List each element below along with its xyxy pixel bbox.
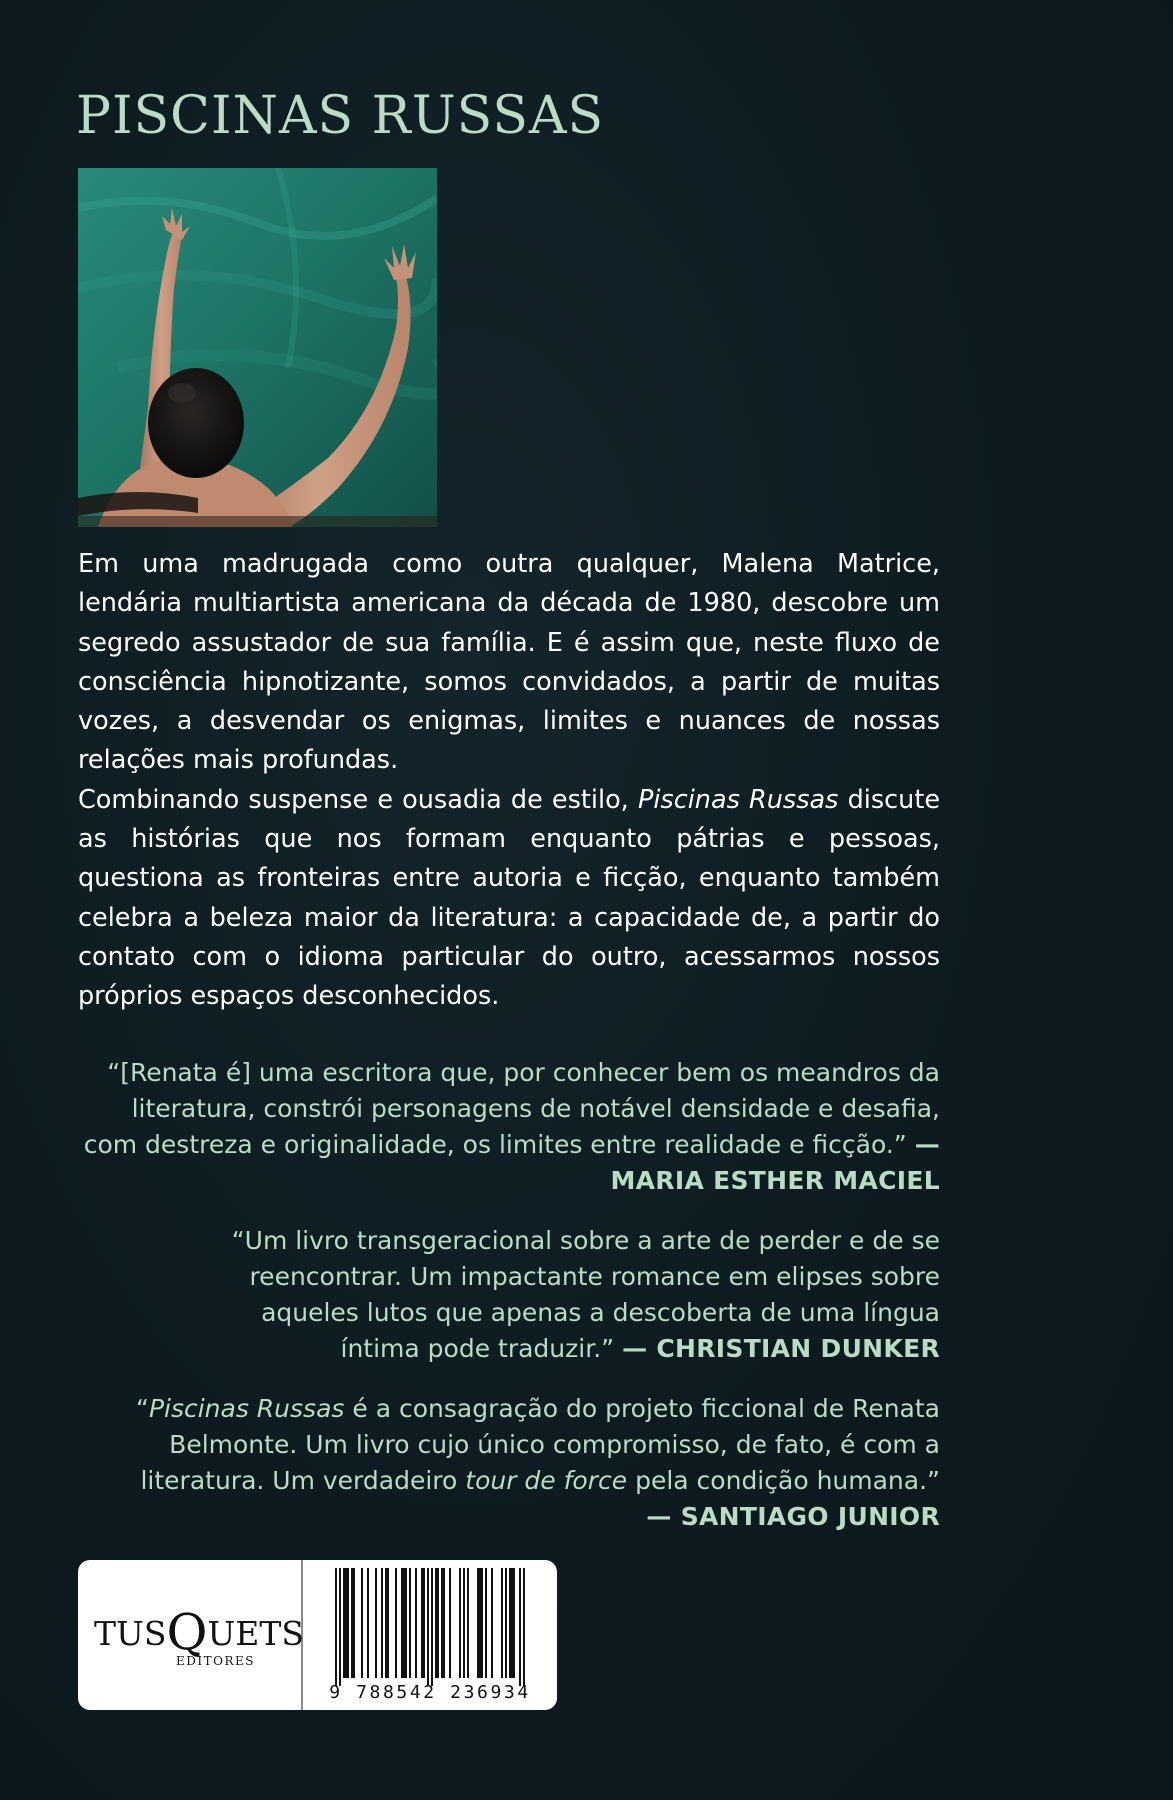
- barcode-bar: [511, 1568, 513, 1678]
- barcode-bar: [485, 1568, 487, 1678]
- barcode-bar: [381, 1568, 383, 1678]
- blurb-text: “Um livro transgeracional sobre a arte de perder e de se reencontrar. Um impactante romance em elipses sobre aqueles lutos que apenas a descoberta de uma língua íntima pode traduzir.”: [231, 1226, 940, 1363]
- publisher-logo: [78, 1560, 303, 1710]
- logo-part2: UETS: [207, 1614, 304, 1653]
- barcode-bar: [477, 1568, 479, 1678]
- barcode-bar: [481, 1568, 483, 1678]
- barcode-bar: [459, 1568, 461, 1678]
- barcode-bar: [421, 1568, 423, 1678]
- logo-part1: TUS: [94, 1614, 167, 1653]
- barcode-digits: 9 788542 236934: [329, 1682, 531, 1703]
- barcode-bar: [335, 1568, 337, 1686]
- barcode-bar: [339, 1568, 341, 1686]
- barcode-bar: [401, 1568, 403, 1678]
- barcode-bar: [415, 1568, 417, 1678]
- blurb-christian-dunker: [78, 1223, 940, 1367]
- barcode-bar: [505, 1568, 507, 1678]
- blurb-author: — MARIA ESTHER MACIEL: [610, 1130, 940, 1195]
- cover-photo: [78, 168, 437, 527]
- barcode-bar: [463, 1568, 465, 1678]
- barcode-panel: [78, 1560, 557, 1710]
- blurb-maria-esther-maciel: [78, 1055, 940, 1199]
- blurb-santiago-junior: [78, 1391, 940, 1535]
- barcode-bar: [351, 1568, 353, 1678]
- barcode-bar: [431, 1568, 433, 1686]
- blurbs: [78, 1055, 940, 1559]
- barcode-bar: [449, 1568, 451, 1678]
- blurb-open-mark: “: [135, 1394, 149, 1423]
- synopsis-p2-book-title: Piscinas Russas: [637, 784, 839, 815]
- barcode-bar: [387, 1568, 389, 1678]
- barcode-bar: [437, 1568, 439, 1678]
- barcode-bar: [395, 1568, 397, 1678]
- barcode-bar: [345, 1568, 347, 1678]
- barcode-bar: [491, 1568, 493, 1678]
- barcode-bar: [347, 1568, 349, 1678]
- blurb-italic-phrase: tour de force: [465, 1466, 628, 1495]
- book-title: PISCINAS RUSSAS: [76, 86, 605, 146]
- barcode-bar: [519, 1568, 521, 1686]
- publisher-logo-subtitle: EDITORES: [176, 1654, 255, 1668]
- barcode-bar: [375, 1568, 377, 1678]
- woman-underwater-photo-icon: [78, 168, 437, 527]
- blurb-author: — SANTIAGO JUNIOR: [646, 1502, 940, 1531]
- barcode-bar: [523, 1568, 525, 1686]
- barcode-bar: [443, 1568, 445, 1678]
- synopsis-p2-intro: Combinando suspense e ousadia de estilo,: [78, 784, 629, 815]
- barcode-bar: [509, 1568, 511, 1678]
- barcode-bar: [435, 1568, 437, 1678]
- synopsis-p2-rest: discute as histórias que nos formam enquanto pátrias e pessoas, questiona as fronteiras entre autoria e ficção, enquanto também celebra a beleza maior da literatura: a capacidade de, a partir do contato com o idioma particular do outro, acessarmos nossos próprios espaços desconhecidos.: [78, 784, 941, 1012]
- blurb-author: — CHRISTIAN DUNKER: [622, 1334, 940, 1363]
- barcode-bar: [361, 1568, 363, 1678]
- barcode-bar: [385, 1568, 387, 1678]
- barcode-bar: [353, 1568, 355, 1678]
- synopsis: [78, 545, 940, 1017]
- barcode-bar: [367, 1568, 369, 1678]
- barcode-bar: [427, 1568, 429, 1686]
- logo-q: Q: [166, 1603, 208, 1661]
- barcode-bar: [405, 1568, 407, 1678]
- synopsis-paragraph-2: [78, 781, 940, 1017]
- barcode-bar: [501, 1568, 503, 1678]
- blurb-book-title: Piscinas Russas: [148, 1394, 345, 1423]
- blurb-text-b: pela condição humana.”: [635, 1466, 940, 1495]
- barcode-bar: [423, 1568, 425, 1678]
- barcode-bar: [441, 1568, 443, 1678]
- blurb-text: “[Renata é] uma escritora que, por conhecer bem os meandros da literatura, constrói personagens de notável densidade e desafia, com destreza e originalidade, os limites entre realidade e ficção.”: [83, 1058, 940, 1159]
- isbn-barcode: [303, 1560, 557, 1710]
- barcode-bar: [343, 1568, 345, 1678]
- blurb-text-a: é a consagração do projeto ficcional de Renata Belmonte. Um livro cujo único compromisso, de fato, é com a literatura. Um verdadeiro: [140, 1394, 940, 1495]
- barcode-bar: [467, 1568, 469, 1678]
- barcode-bar: [409, 1568, 411, 1678]
- barcode-bar: [513, 1568, 515, 1678]
- barcode-bar: [403, 1568, 405, 1678]
- barcode-bar: [479, 1568, 481, 1678]
- synopsis-paragraph-1: Em uma madrugada como outra qualquer, Malena Matrice, lendária multiartista americana da década de 1980, descobre um segredo assustador de sua família. E é assim que, neste fluxo de consciência hipnotizante, somos convidados, a partir de muitas vozes, a desvendar os enigmas, limites e nuances de nossas relações mais profundas.: [78, 549, 940, 776]
